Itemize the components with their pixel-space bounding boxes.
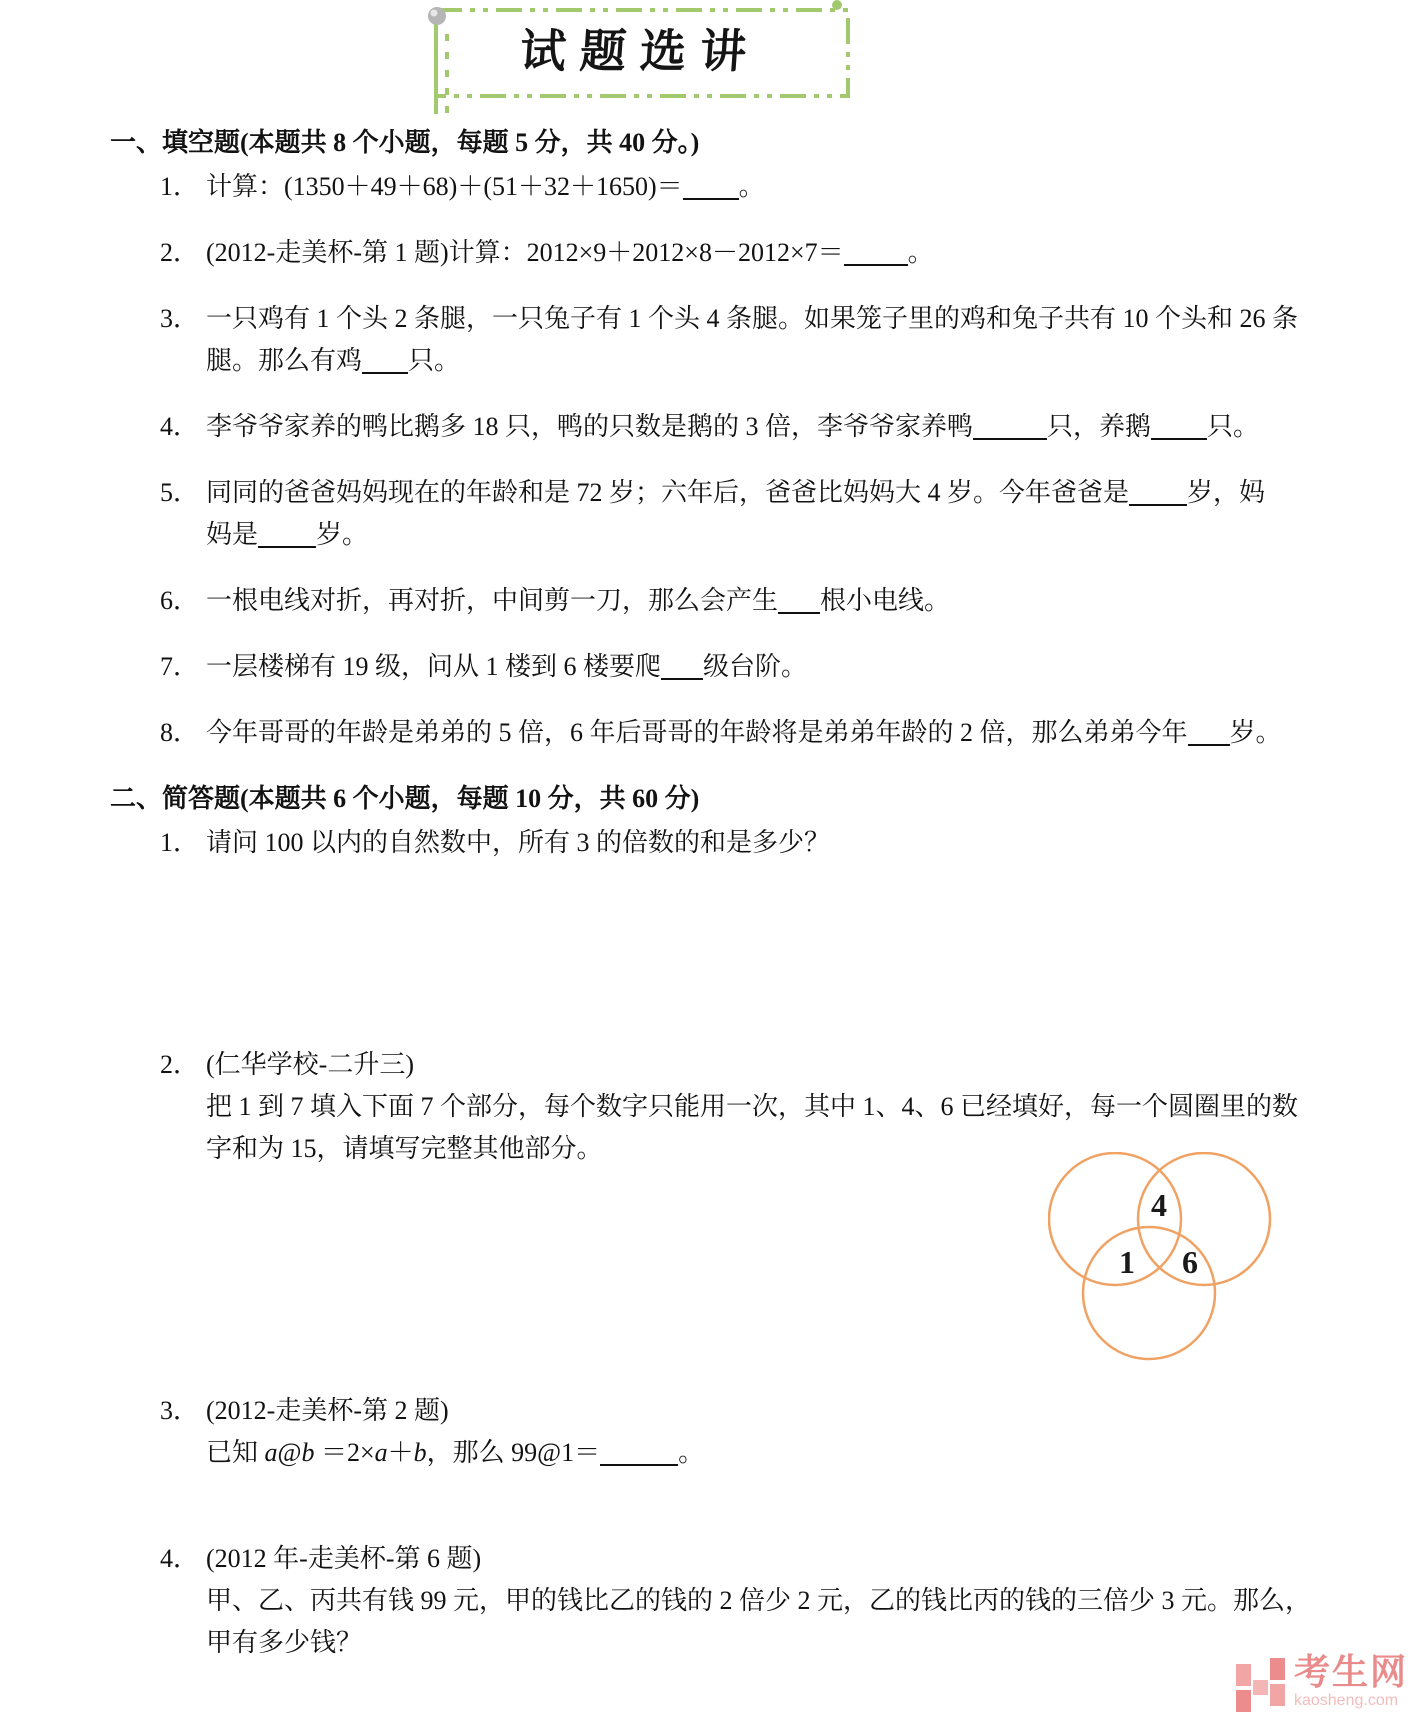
page-title: 试题选讲 <box>518 26 762 77</box>
watermark-site-domain: kaosheng.com <box>1293 1692 1399 1709</box>
math-variable: a <box>264 1438 278 1467</box>
question <box>160 166 1388 208</box>
answer-blank <box>1151 412 1207 440</box>
question-text: 一只鸡有 1 个头 2 条腿，一只兔子有 1 个头 4 条腿。如果笼子里的鸡和兔子共有 10 个头和 26 条 腿。那么有鸡 只。 <box>206 304 1299 375</box>
answer-blank <box>973 412 1047 440</box>
question-number: 6． <box>160 586 200 615</box>
answer-blank <box>683 172 739 200</box>
question-number: 3． <box>160 1396 200 1425</box>
question-number: 1． <box>160 828 200 857</box>
venn-diagram <box>1048 1152 1276 1364</box>
question <box>160 1538 1388 1664</box>
question-text: 一层楼梯有 19 级，问从 1 楼到 6 楼要爬 级台阶。 <box>206 652 808 681</box>
section-heading: 二、简答题(本题共 6 个小题，每题 10 分，共 60 分) <box>110 784 700 813</box>
watermark <box>1234 1652 1408 1718</box>
question-text: (仁华学校-二升三) 把 1 到 7 填入下面 7 个部分，每个数字只能用一次，其中 1、4、6 已经填好，每一个圆圈里的数 字和为 15，请填写完整其他部分。 <box>206 1050 1299 1163</box>
math-variable: b <box>413 1438 427 1467</box>
answer-blank <box>362 346 408 374</box>
question-number: 1． <box>160 172 200 201</box>
answer-blank <box>258 520 316 548</box>
question <box>160 232 1388 274</box>
question <box>160 580 1388 622</box>
answer-blank <box>661 652 703 680</box>
answer-blank <box>844 238 908 266</box>
question-text: 李爷爷家养的鸭比鹅多 18 只，鸭的只数是鹅的 3 倍，李爷爷家养鸭 只，养鹅 只。 <box>206 412 1260 441</box>
question-text: 今年哥哥的年龄是弟弟的 5 倍，6 年后哥哥的年龄将是弟弟年龄的 2 倍，那么弟弟今年 岁。 <box>206 718 1282 747</box>
answer-blank <box>600 1438 678 1466</box>
question <box>160 822 1388 864</box>
math-variable: a <box>374 1438 388 1467</box>
question-text: (2012-走美杯-第 2 题) 已知 a@b ＝2×a＋b，那么 99@1＝ 。 <box>206 1396 705 1467</box>
venn-number: 6 <box>1182 1244 1198 1280</box>
question-number: 5． <box>160 478 200 507</box>
question-text: 同同的爸爸妈妈现在的年龄和是 72 岁；六年后，爸爸比妈妈大 4 岁。今年爸爸是 岁，妈 妈是 岁。 <box>206 478 1266 549</box>
question <box>160 712 1388 754</box>
question-number: 3． <box>160 304 200 333</box>
kaosheng-logo-icon <box>1234 1656 1288 1718</box>
question <box>160 298 1388 382</box>
question-text: 请问 100 以内的自然数中，所有 3 的倍数的和是多少？ <box>206 828 831 857</box>
watermark-text <box>1294 1652 1408 1710</box>
question-text: 计算：(1350＋49＋68)＋(51＋32＋1650)＝ 。 <box>206 172 765 201</box>
question <box>160 472 1388 556</box>
question-text: (2012 年-走美杯-第 6 题) 甲、乙、丙共有钱 99 元，甲的钱比乙的钱的 2 倍少 2 元，乙的钱比丙的钱的三倍少 3 元。那么， 甲有多少钱？ <box>206 1544 1312 1657</box>
venn-number: 4 <box>1151 1187 1167 1223</box>
math-variable: b <box>301 1438 315 1467</box>
answer-blank <box>1188 718 1230 746</box>
question-number: 4． <box>160 1544 200 1573</box>
section-heading: 一、填空题(本题共 8 个小题，每题 5 分，共 40 分。) <box>110 128 700 157</box>
question-text: (2012-走美杯-第 1 题)计算：2012×9＋2012×8－2012×7＝ 。 <box>206 238 934 267</box>
venn-number: 1 <box>1119 1244 1135 1280</box>
question <box>160 406 1388 448</box>
answer-blank <box>1129 478 1187 506</box>
question-number: 8． <box>160 718 200 747</box>
question-number: 2． <box>160 1050 200 1079</box>
answer-blank <box>778 586 820 614</box>
question <box>160 1390 1388 1474</box>
question-number: 7． <box>160 652 200 681</box>
watermark-site-name: 考生网 <box>1293 1652 1408 1692</box>
question-number: 2． <box>160 238 200 267</box>
question-number: 4． <box>160 412 200 441</box>
question <box>160 646 1388 688</box>
question-text: 一根电线对折，再对折，中间剪一刀，那么会产生 根小电线。 <box>206 586 951 615</box>
